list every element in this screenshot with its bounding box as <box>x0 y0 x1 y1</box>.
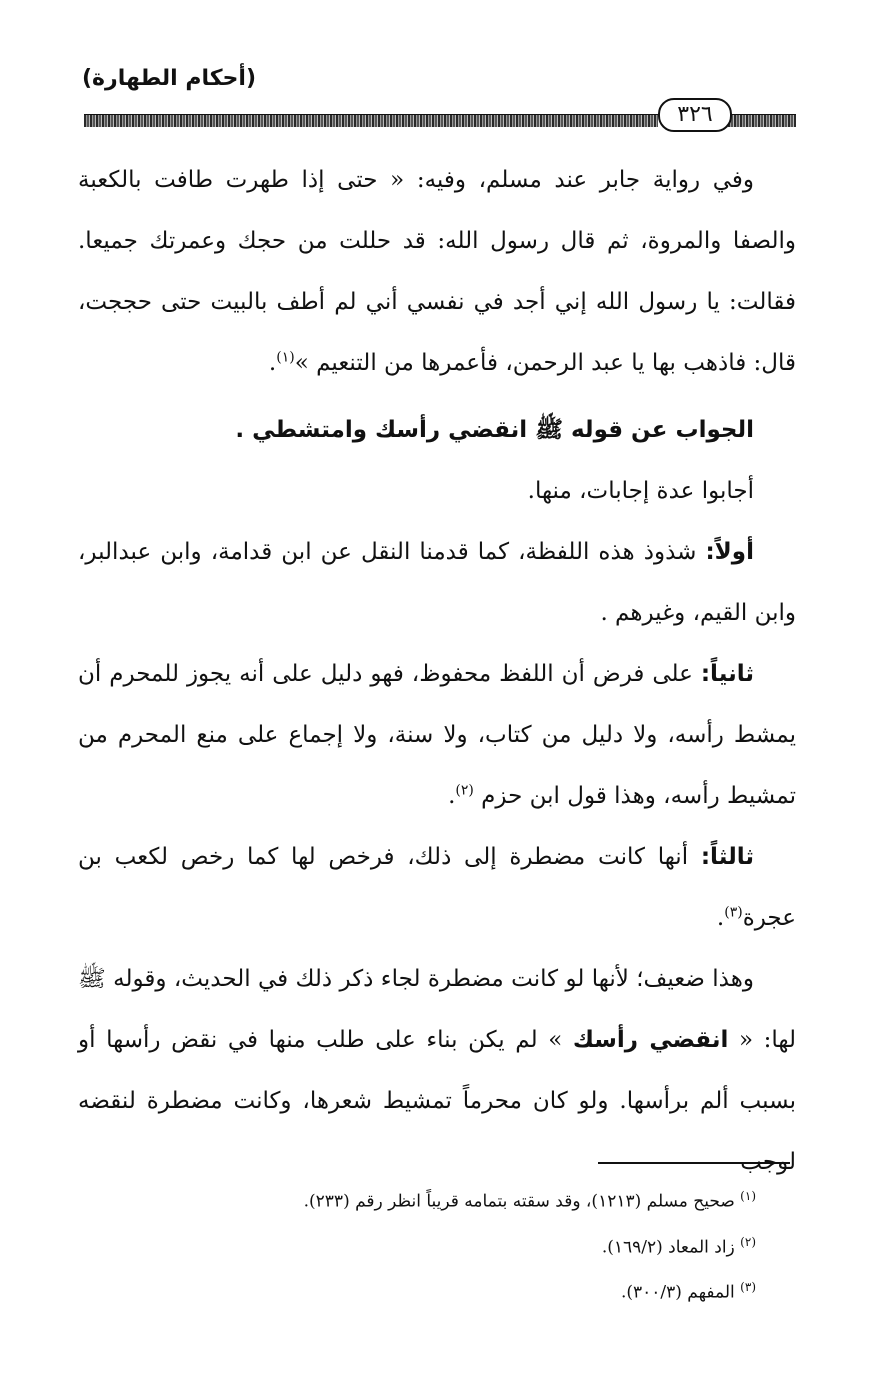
footnote-item <box>160 1267 756 1313</box>
paragraph-text: وفي رواية جابر عند مسلم، وفيه: « حتى إذا طهرت طافت بالكعبة والصفا والمروة، ثم قال رسول الله: قد حللت من حجك وعمرتك جميعا. فقالت: يا رسول الله إني أجد في نفسي أني لم أطف بالبيت حتى حججت، قال: فاذهب بها يا عبد الرحمن، فأعمرها من التنعيم » <box>78 167 796 376</box>
section-heading: الجواب عن قوله ﷺ انقضي رأسك وامتشطي . <box>235 417 754 443</box>
point-end: . <box>448 783 456 809</box>
header-rule <box>84 114 658 127</box>
footnote-item <box>160 1176 756 1222</box>
point-label: ثالثاً: <box>700 844 754 870</box>
footnote-item <box>160 1222 756 1268</box>
point-third <box>78 827 796 949</box>
footnote-ref: (٣) <box>724 904 743 921</box>
paragraph-hadith <box>78 150 796 394</box>
footnote-ref: (١) <box>276 349 295 366</box>
point-end: . <box>716 905 725 931</box>
point-label: أولاً: <box>705 539 754 565</box>
footnote-number: (٣) <box>740 1280 756 1295</box>
footnote-text: زاد المعاد (١٦٩/٢). <box>601 1237 741 1258</box>
footnote-number: (٢) <box>740 1234 756 1249</box>
point-text: أنها كانت مضطرة إلى ذلك، فرخص لها كما رخص لكعب بن عجرة <box>78 844 796 931</box>
footnote-number: (١) <box>740 1189 756 1203</box>
paragraph-intro: أجابوا عدة إجابات، منها. <box>527 478 754 504</box>
paragraph-text: وهذا ضعيف؛ لأنها لو كانت مضطرة لجاء ذكر ذلك في الحديث، وقوله ﷺ لها: « <box>78 966 796 1053</box>
paragraph-end: . <box>268 350 277 376</box>
paragraph-rebuttal <box>78 949 796 1193</box>
point-second <box>78 644 796 827</box>
point-first <box>78 522 796 644</box>
header-rule-right <box>728 114 796 127</box>
footnote-text: صحيح مسلم (١٢١٣)، وقد سقته بتمامه قريباً انظر رقم (٢٣٣). <box>303 1191 741 1212</box>
point-label: ثانياً: <box>700 661 754 687</box>
footnotes <box>160 1176 756 1313</box>
footnote-text: المفهم (٣٠٠/٣). <box>620 1282 741 1303</box>
running-header-title: (أحكام الطهارة) <box>82 66 257 91</box>
quoted-phrase: انقضي رأسك <box>572 1027 729 1053</box>
main-text <box>78 150 796 1193</box>
footnote-separator <box>598 1162 790 1164</box>
paragraph-text: » لم يكن بناء على طلب منها في نقض رأسها أو بسبب ألم برأسها. ولو كان محرماً تمشيط شعرها، وكانت مضطرة لنقضه لوجب <box>78 1027 796 1175</box>
point-text: على فرض أن اللفظ محفوظ، فهو دليل على أنه يجوز للمحرم أن يمشط رأسه، ولا دليل من كتاب، ولا سنة، ولا إجماع على منع المحرم من تمشيط رأسه، وهذا قول ابن حزم <box>78 661 796 809</box>
footnote-ref: (٢) <box>455 782 474 799</box>
page-number: ٣٢٦ <box>658 98 732 132</box>
point-text: شذوذ هذه اللفظة، كما قدمنا النقل عن ابن قدامة، وابن عبدالبر، وابن القيم، وغيرهم . <box>78 539 796 626</box>
